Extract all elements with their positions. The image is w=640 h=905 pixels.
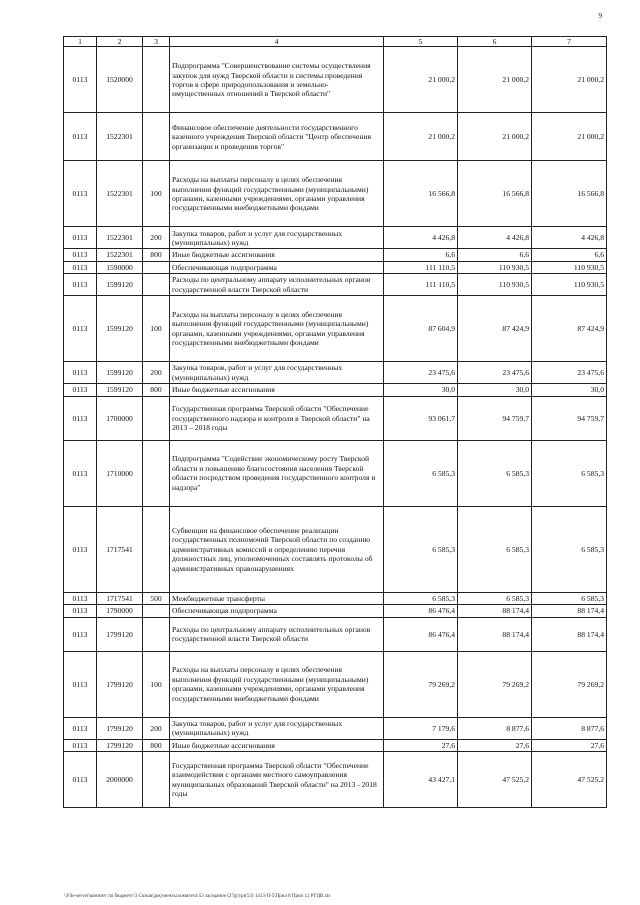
description-cell: Расходы на выплаты персоналу в целях обеспечения выполнения функций государственными (муниципальными) органами, казенными учреждениями, органами управления государственными внебюджетными фондами bbox=[170, 651, 384, 717]
code-cell: 1799120 bbox=[97, 739, 143, 751]
amount-cell: 6 585,3 bbox=[384, 440, 458, 506]
code-cell: 0113 bbox=[64, 261, 97, 273]
amount-cell: 110 930,5 bbox=[458, 261, 532, 273]
code-cell bbox=[143, 47, 170, 113]
code-cell: 0113 bbox=[64, 592, 97, 604]
description-cell: Расходы по центральному аппарату исполнительных органов государственной власти Тверской области bbox=[170, 274, 384, 296]
code-cell bbox=[143, 113, 170, 161]
code-cell: 800 bbox=[143, 384, 170, 396]
code-cell: 0113 bbox=[64, 249, 97, 261]
amount-cell: 27,6 bbox=[532, 739, 607, 751]
description-cell: Закупка товаров, работ и услуг для государственных (муниципальных) нужд bbox=[170, 717, 384, 739]
amount-cell: 88 174,4 bbox=[532, 605, 607, 617]
description-cell: Обеспечивающая подпрограмма bbox=[170, 605, 384, 617]
amount-cell: 87 604,9 bbox=[384, 296, 458, 362]
amount-cell: 79 269,2 bbox=[532, 651, 607, 717]
code-cell bbox=[143, 605, 170, 617]
code-cell: 100 bbox=[143, 651, 170, 717]
amount-cell: 23 475,6 bbox=[532, 362, 607, 384]
code-cell: 2000000 bbox=[97, 752, 143, 808]
amount-cell: 94 759,7 bbox=[532, 396, 607, 440]
code-cell: 0113 bbox=[64, 274, 97, 296]
code-cell: 0113 bbox=[64, 296, 97, 362]
code-cell: 100 bbox=[143, 296, 170, 362]
description-cell: Расходы по центральному аппарату исполнительных органов государственной власти Тверской области bbox=[170, 617, 384, 651]
code-cell: 1599120 bbox=[97, 296, 143, 362]
code-cell: 1520000 bbox=[97, 47, 143, 113]
amount-cell: 23 475,6 bbox=[458, 362, 532, 384]
code-cell: 100 bbox=[143, 161, 170, 227]
table-row bbox=[64, 227, 607, 249]
table-row bbox=[64, 592, 607, 604]
code-cell: 500 bbox=[143, 592, 170, 604]
table-row bbox=[64, 384, 607, 396]
description-cell: Расходы на выплаты персоналу в целях обеспечения выполнения функций государственными (муниципальными) органами, казенными учреждениями, органами управления государственными внебюджетными фондами bbox=[170, 161, 384, 227]
table-row bbox=[64, 362, 607, 384]
amount-cell: 6 585,3 bbox=[532, 506, 607, 592]
amount-cell: 6 585,3 bbox=[384, 506, 458, 592]
amount-cell: 6,6 bbox=[532, 249, 607, 261]
amount-cell: 21 000,2 bbox=[532, 113, 607, 161]
code-cell: 1522301 bbox=[97, 249, 143, 261]
code-cell: 0113 bbox=[64, 752, 97, 808]
description-cell: Иные бюджетные ассигнования bbox=[170, 384, 384, 396]
amount-cell: 87 424,9 bbox=[458, 296, 532, 362]
description-cell: Иные бюджетные ассигнования bbox=[170, 739, 384, 751]
code-cell: 0113 bbox=[64, 396, 97, 440]
code-cell: 0113 bbox=[64, 739, 97, 751]
code-cell: 0113 bbox=[64, 384, 97, 396]
code-cell: 1799120 bbox=[97, 617, 143, 651]
amount-cell: 87 424,9 bbox=[532, 296, 607, 362]
description-cell: Финансовое обеспечение деятельности государственного казенного учреждения Тверской области "Центр обеспечения организации и проведения торгов" bbox=[170, 113, 384, 161]
amount-cell: 4 426,8 bbox=[532, 227, 607, 249]
file-path-footer: \\File-server\комитет по бюджету\3 Созыв\документы комитета\53 заседание (27gr)\pr(53) 1413-П-5\Прил 8 Прил 12 РГЦВ.xls bbox=[64, 894, 331, 899]
table-row bbox=[64, 739, 607, 751]
code-cell: 1799120 bbox=[97, 651, 143, 717]
code-cell: 0113 bbox=[64, 161, 97, 227]
amount-cell: 110 930,5 bbox=[532, 261, 607, 273]
code-cell: 1799120 bbox=[97, 717, 143, 739]
code-cell: 1590000 bbox=[97, 261, 143, 273]
code-cell: 0113 bbox=[64, 506, 97, 592]
description-cell: Межбюджетные трансферты bbox=[170, 592, 384, 604]
table-row bbox=[64, 506, 607, 592]
code-cell: 1522301 bbox=[97, 227, 143, 249]
table-row bbox=[64, 605, 607, 617]
code-cell: 200 bbox=[143, 717, 170, 739]
table-header-row bbox=[64, 37, 607, 47]
amount-cell: 6 585,3 bbox=[458, 592, 532, 604]
amount-cell: 6,6 bbox=[384, 249, 458, 261]
code-cell: 1599120 bbox=[97, 274, 143, 296]
code-cell: 800 bbox=[143, 249, 170, 261]
amount-cell: 6 585,3 bbox=[532, 592, 607, 604]
amount-cell: 110 930,5 bbox=[532, 274, 607, 296]
table-row bbox=[64, 296, 607, 362]
amount-cell: 16 566,8 bbox=[384, 161, 458, 227]
amount-cell: 8 877,6 bbox=[532, 717, 607, 739]
table-row bbox=[64, 617, 607, 651]
table-row bbox=[64, 717, 607, 739]
description-cell: Государственная программа Тверской области "Обеспечение государственного надзора и контроля в Тверской области" на 2013 – 2018 годы bbox=[170, 396, 384, 440]
description-cell: Расходы на выплаты персоналу в целях обеспечения выполнения функций государственными (муниципальными) органами, казенными учреждениями, органами управления государственными внебюджетными фондами bbox=[170, 296, 384, 362]
amount-cell: 6 585,3 bbox=[458, 440, 532, 506]
code-cell: 0113 bbox=[64, 227, 97, 249]
code-cell: 1599120 bbox=[97, 384, 143, 396]
amount-cell: 111 110,5 bbox=[384, 261, 458, 273]
column-header: 5 bbox=[384, 37, 458, 47]
amount-cell: 8 877,6 bbox=[458, 717, 532, 739]
column-header: 4 bbox=[170, 37, 384, 47]
code-cell: 0113 bbox=[64, 113, 97, 161]
description-cell: Иные бюджетные ассигнования bbox=[170, 249, 384, 261]
amount-cell: 86 476,4 bbox=[384, 605, 458, 617]
amount-cell: 88 174,4 bbox=[458, 605, 532, 617]
amount-cell: 86 476,4 bbox=[384, 617, 458, 651]
code-cell: 200 bbox=[143, 227, 170, 249]
table-row bbox=[64, 249, 607, 261]
code-cell: 0113 bbox=[64, 440, 97, 506]
code-cell: 1710000 bbox=[97, 440, 143, 506]
amount-cell: 23 475,6 bbox=[384, 362, 458, 384]
code-cell: 800 bbox=[143, 739, 170, 751]
table-row bbox=[64, 651, 607, 717]
amount-cell: 6 585,3 bbox=[532, 440, 607, 506]
table-row bbox=[64, 752, 607, 808]
amount-cell: 30,0 bbox=[384, 384, 458, 396]
code-cell bbox=[143, 506, 170, 592]
amount-cell: 79 269,2 bbox=[384, 651, 458, 717]
code-cell bbox=[143, 274, 170, 296]
code-cell: 1790000 bbox=[97, 605, 143, 617]
amount-cell: 27,6 bbox=[458, 739, 532, 751]
table-row bbox=[64, 274, 607, 296]
amount-cell: 21 000,2 bbox=[532, 47, 607, 113]
code-cell: 0113 bbox=[64, 362, 97, 384]
code-cell: 1522301 bbox=[97, 113, 143, 161]
amount-cell: 93 061,7 bbox=[384, 396, 458, 440]
table-row bbox=[64, 113, 607, 161]
amount-cell: 88 174,4 bbox=[532, 617, 607, 651]
amount-cell: 7 179,6 bbox=[384, 717, 458, 739]
code-cell: 1717541 bbox=[97, 592, 143, 604]
table-row bbox=[64, 396, 607, 440]
budget-table bbox=[63, 36, 607, 808]
description-cell: Субвенции на финансовое обеспечение реализации государственных полномочий Тверской области по созданию административных комиссий и определению перечня должностных лиц, уполномоченных составлять протоколы об административных правонарушениях bbox=[170, 506, 384, 592]
description-cell: Подпрограмма "Совершенствование системы осуществления закупок для нужд Тверской области и системы проведения торгов в сфере природопользования и земельно-имущественных отношений в Тверской области" bbox=[170, 47, 384, 113]
column-header: 2 bbox=[97, 37, 143, 47]
amount-cell: 16 566,8 bbox=[532, 161, 607, 227]
code-cell bbox=[143, 261, 170, 273]
description-cell: Государственная программа Тверской области "Обеспечение взаимодействия с органами местного самоуправления муниципальных образований Тверской области" на 2013 - 2018 годы bbox=[170, 752, 384, 808]
page-number: 9 bbox=[598, 12, 602, 20]
code-cell: 1599120 bbox=[97, 362, 143, 384]
code-cell: 1717541 bbox=[97, 506, 143, 592]
description-cell: Обеспечивающая подпрограмма bbox=[170, 261, 384, 273]
code-cell: 0113 bbox=[64, 651, 97, 717]
amount-cell: 43 427,1 bbox=[384, 752, 458, 808]
amount-cell: 110 930,5 bbox=[458, 274, 532, 296]
code-cell: 200 bbox=[143, 362, 170, 384]
amount-cell: 79 269,2 bbox=[458, 651, 532, 717]
description-cell: Закупка товаров, работ и услуг для государственных (муниципальных) нужд bbox=[170, 227, 384, 249]
amount-cell: 21 000,2 bbox=[384, 47, 458, 113]
column-header: 7 bbox=[532, 37, 607, 47]
amount-cell: 4 426,8 bbox=[458, 227, 532, 249]
code-cell: 1700000 bbox=[97, 396, 143, 440]
description-cell: Подпрограмма "Содействие экономическому росту Тверской области и повышению благосостояния населения Тверской области посредством проведения государственного контроля и надзора" bbox=[170, 440, 384, 506]
code-cell: 0113 bbox=[64, 605, 97, 617]
amount-cell: 30,0 bbox=[458, 384, 532, 396]
amount-cell: 6 585,3 bbox=[384, 592, 458, 604]
code-cell bbox=[143, 752, 170, 808]
amount-cell: 94 759,7 bbox=[458, 396, 532, 440]
description-cell: Закупка товаров, работ и услуг для государственных (муниципальных) нужд bbox=[170, 362, 384, 384]
amount-cell: 47 525,2 bbox=[532, 752, 607, 808]
amount-cell: 111 110,5 bbox=[384, 274, 458, 296]
code-cell bbox=[143, 617, 170, 651]
code-cell: 0113 bbox=[64, 47, 97, 113]
amount-cell: 6 585,3 bbox=[458, 506, 532, 592]
column-header: 6 bbox=[458, 37, 532, 47]
amount-cell: 47 525,2 bbox=[458, 752, 532, 808]
column-header: 1 bbox=[64, 37, 97, 47]
amount-cell: 6,6 bbox=[458, 249, 532, 261]
code-cell: 1522301 bbox=[97, 161, 143, 227]
amount-cell: 30,0 bbox=[532, 384, 607, 396]
code-cell bbox=[143, 440, 170, 506]
amount-cell: 21 000,2 bbox=[458, 113, 532, 161]
table-row bbox=[64, 261, 607, 273]
amount-cell: 27,6 bbox=[384, 739, 458, 751]
amount-cell: 16 566,8 bbox=[458, 161, 532, 227]
table-body bbox=[64, 47, 607, 808]
table-row bbox=[64, 440, 607, 506]
code-cell bbox=[143, 396, 170, 440]
column-header: 3 bbox=[143, 37, 170, 47]
amount-cell: 21 000,2 bbox=[384, 113, 458, 161]
amount-cell: 88 174,4 bbox=[458, 617, 532, 651]
table-row bbox=[64, 161, 607, 227]
code-cell: 0113 bbox=[64, 617, 97, 651]
code-cell: 0113 bbox=[64, 717, 97, 739]
amount-cell: 4 426,8 bbox=[384, 227, 458, 249]
table-row bbox=[64, 47, 607, 113]
amount-cell: 21 000,2 bbox=[458, 47, 532, 113]
